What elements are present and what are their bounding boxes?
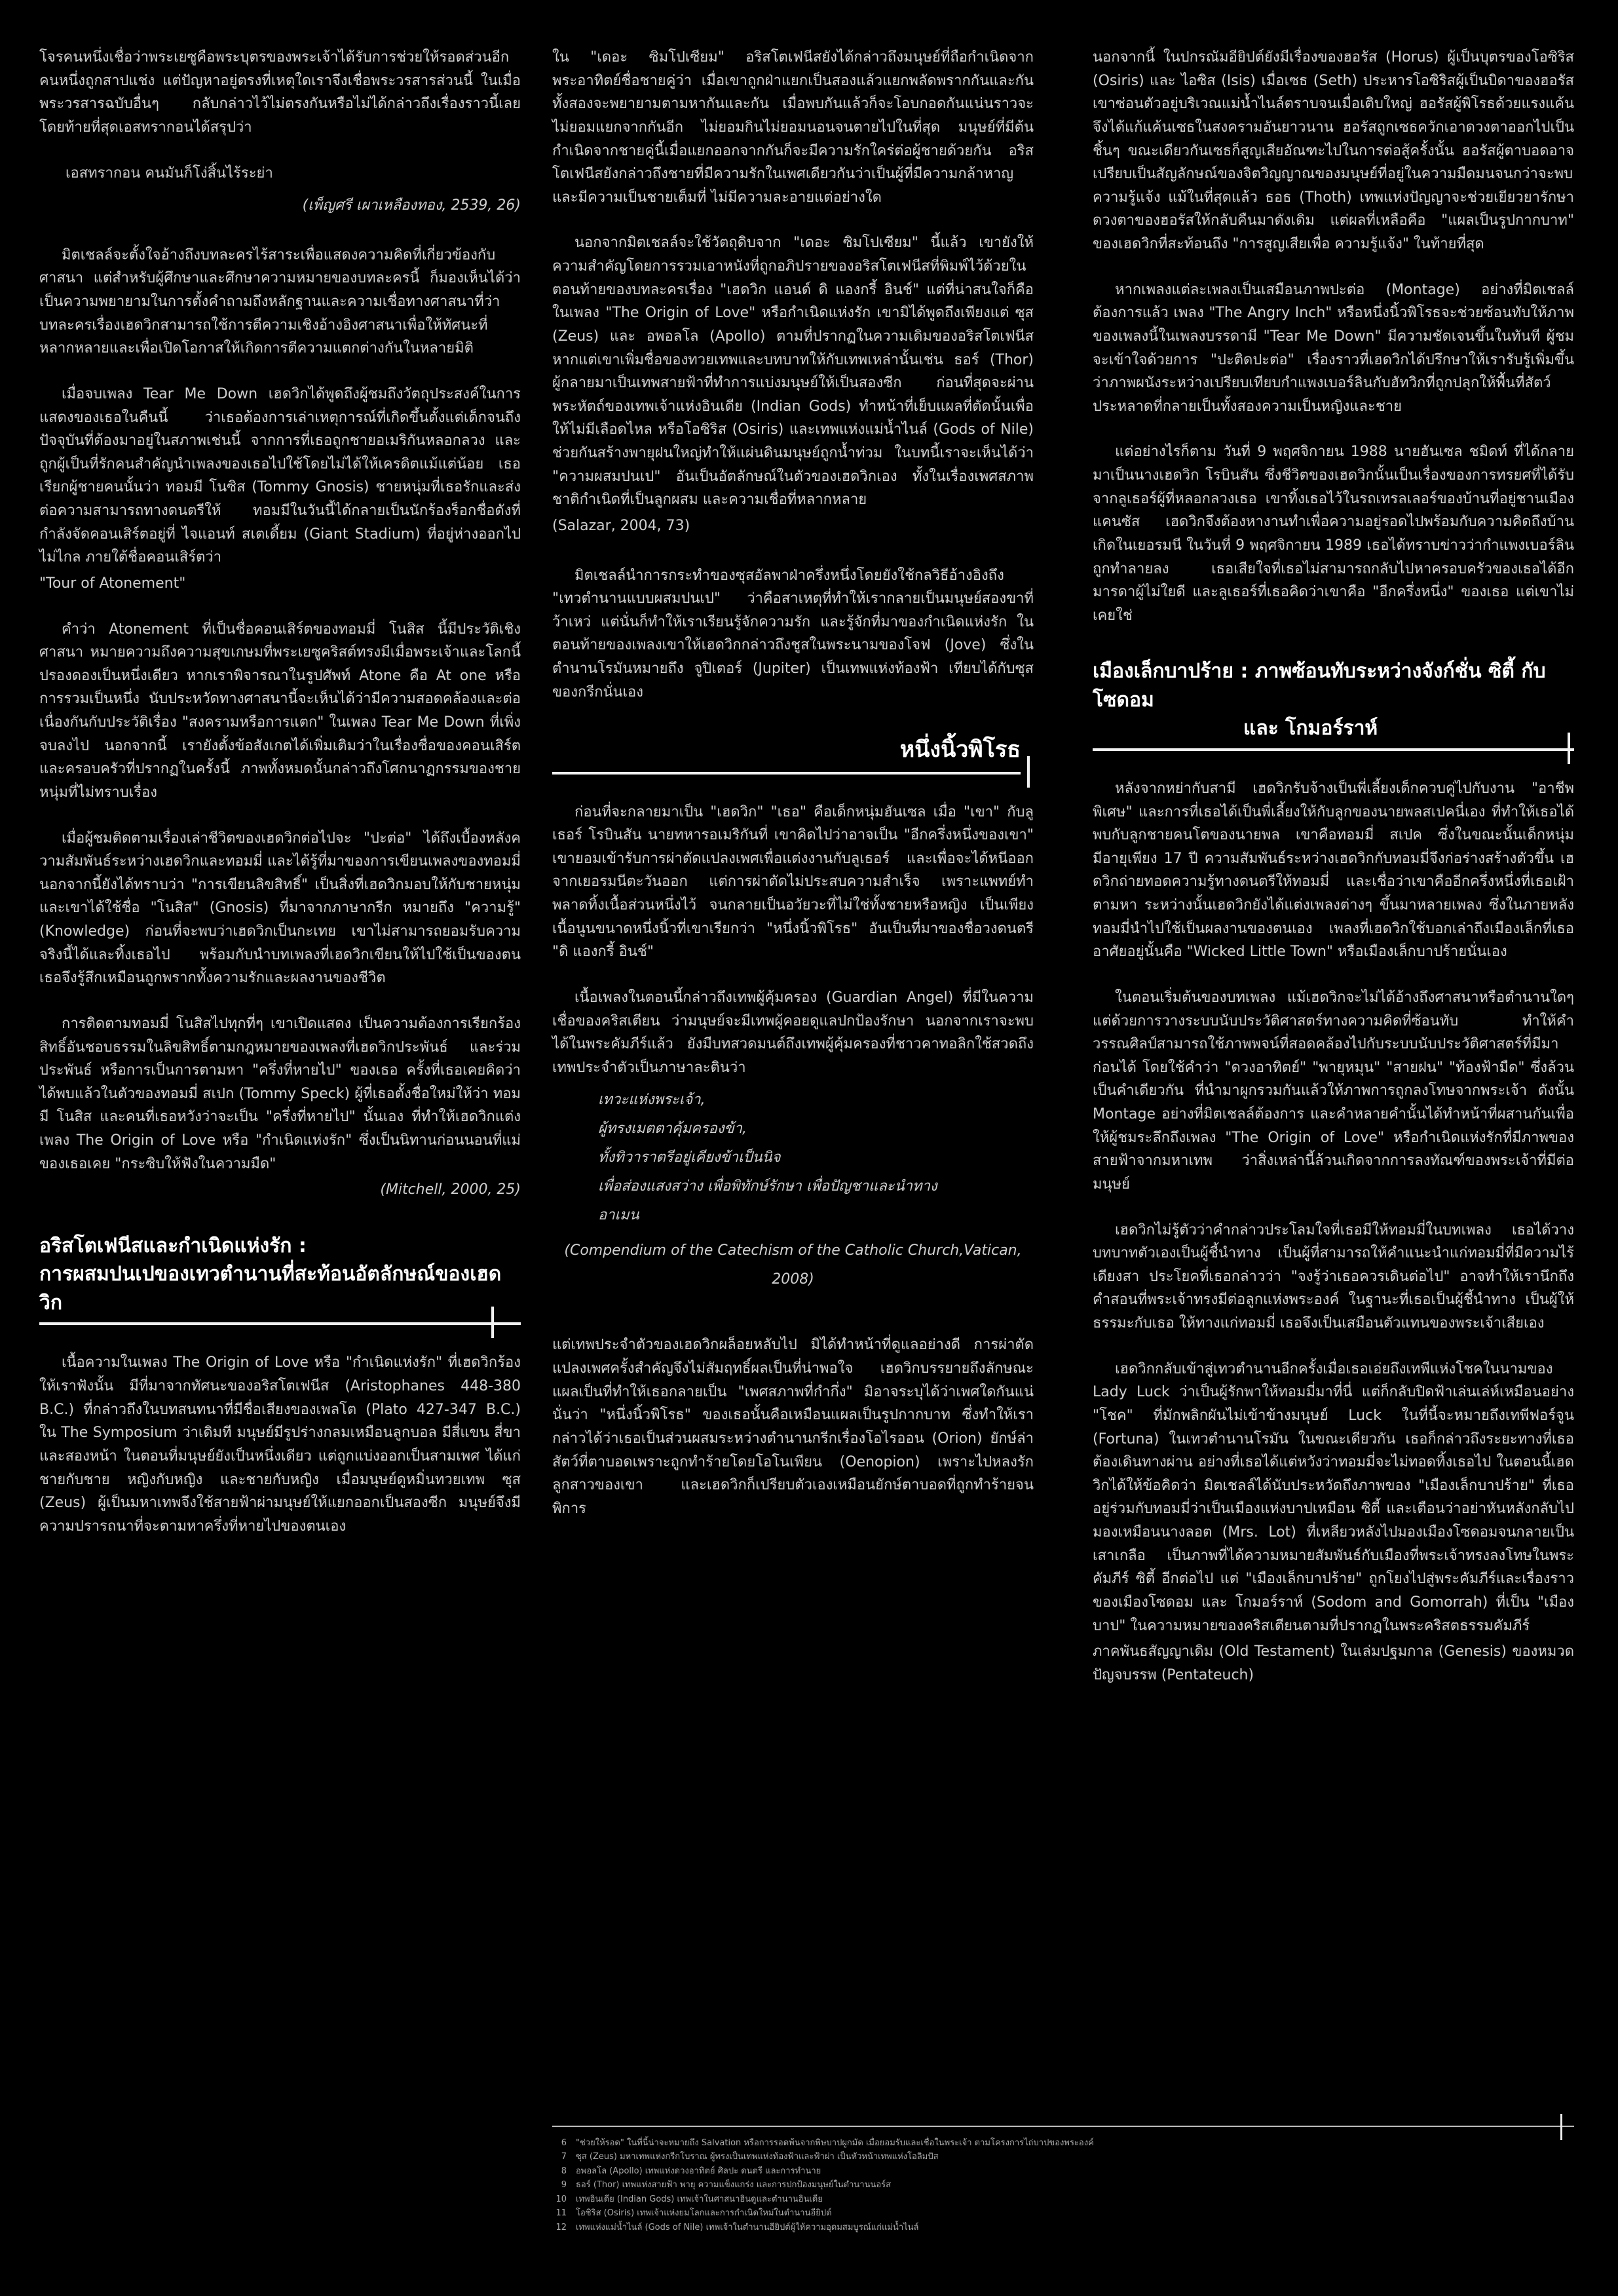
paragraph: นอกจากมิตเชลล์จะใช้วัตถุดิบจาก "เดอะ ซิมโปเซียม" นี้แล้ว เขายังให้ความสำคัญโดยการรวมเอาหนังที่ถูกอภิปรายของอริสโตเฟนีสที่พิมพ์ไว้ด้วยในตอนท้ายของบทละครเรื่อง "เฮดวิก แอนด์ ดิ แองกรี้ อินช์" แต่ที่น่าสนใจก็คือ ในเพลง "The Origin of Love" หรือกำเนิดแห่งรัก เขามิได้พูดถึงเพียงแต่ ซุส (Zeus) และ อพอลโล (Apollo) ตามที่ปรากฏในความเดิมของอริสโตเฟนีส หากแต่เขาเพิ่มชื่อของทวยเทพและบทบาทให้กับเทพเหล่านั้นเช่น ธอร์ (Thor) ผู้กลายมาเป็นเทพสายฟ้าที่ทำการแบ่งมนุษย์ให้เป็นสองซีก ก่อนที่สุดจะผ่านพระหัตถ์ของเทพเจ้าแห่งอินเดีย (Indian Gods) ทำหน้าที่เย็บแผลที่ตัดนั้นเพื่อให้ไม่มีเลือดไหล หรือโอซิริส (Osiris) และเทพแห่งแม่น้ำไนล์ (Gods of Nile) ช่วยกันสร้างพายุฝนใหญ่ทำให้แผ่นดินมนุษย์ถูกน้ำท่วม ในบทนี้เราจะเห็นได้ว่า "ความผสมปนเป" อันเป็นอัตลักษณ์ในตัวของเฮดวิกเอง ทั้งในเรื่องเพศสภาพ ชาติกำเนิดที่เป็นลูกผสม และความเชื่อที่หลากหลาย bbox=[552, 235, 1034, 508]
section-heading bbox=[1093, 657, 1574, 751]
citation: (Compendium of the Catechism of the Catholic Church,Vatican, 2008) bbox=[564, 1242, 1022, 1288]
paragraph: หากเพลงแต่ละเพลงเป็นเสมือนภาพปะต่อ (Montage) อย่างที่มิตเชลล์ต้องการแล้ว เพลง "The Angry Inch" หรือหนึ่งนิ้วพิโรธจะช่วยซ้อนทับให้ภาพของเพลงนี้ในเพลงบรรดามี "Tear Me Down" มีความชัดเจนขึ้นในทันที ผู้ชมจะเข้าใจด้วยการ "ปะติดปะต่อ" เรื่องราวที่เฮดวิกได้ปรึกษาให้เรารับรู้เพิ่มขึ้น ว่าภาพผนังระหว่างเปรียบเทียบกำแพงเบอร์ลินกับฮัทวิกที่ถูกปลุกให้พื้นที่สัตว์ประหลาดที่กลายเป็นทั้งสองความเป็นหญิงและชาย bbox=[1093, 281, 1574, 415]
footnote bbox=[552, 2150, 1574, 2164]
paragraph: ภาคพันธสัญญาเดิม (Old Testament) ในเล่มปฐมกาล (Genesis) ของหมวดปัญจบรรพ (Pentateuch) bbox=[1093, 1643, 1574, 1683]
heading-line: การผสมปนเปของเทวตำนานที่สะท้อนอัตลักษณ์ของเฮดวิก bbox=[39, 1263, 502, 1314]
footnote-text: เทพแห่งแม่น้ำไนล์ (Gods of Nile) เทพเจ้าในตำนานอียิปต์ผู้ให้ความอุดมสมบูรณ์แก่แม่น้ำไนล์ bbox=[576, 2222, 919, 2232]
paragraph: ใน "เดอะ ซิมโปเซียม" อริสโตเฟนีสยังได้กล่าวถึงมนุษย์ที่ถือกำเนิดจากพระอาทิตย์ชื่อชายคู่ว่า เมื่อเขาถูกฝ่าแยกเป็นสองแล้วแยกพลัดพรากกันและกัน ทั้งสองจะพยายามตามหากันและกัน เมื่อพบกันแล้วก็จะโอบกอดกันแน่นราวจะไม่ยอมแยกจากกันอีก ไม่ยอมกินไม่ยอมนอนจนตายไปในที่สุด มนุษย์ที่มีต้นกำเนิดจากชายคู่นี้เมื่อแยกออกจากกันก็จะมีความรักใคร่ต่อผู้ชายด้วยกัน อริสโตเฟนีสยังกล่าวถึงชายที่มีความรักในเพศเดียวกันว่าเป็นผู้ที่มีความกล้าหาญ และมีความเป็นชายเต็มที่ ไม่มีความละอายแต่อย่างใด bbox=[552, 49, 1034, 206]
footnote-number: 6 bbox=[561, 2138, 567, 2148]
column-2 bbox=[552, 46, 1034, 1542]
footnote bbox=[552, 2221, 1574, 2234]
footnote-text: ธอร์ (Thor) เทพแห่งสายฟ้า พายุ ความแข็งแกร่ง และการปกป้องมนุษย์ในตำนานนอร์ส bbox=[576, 2180, 892, 2191]
quote-line: เทวะแห่งพระเจ้า, bbox=[598, 1092, 706, 1109]
quote: เอสทรากอน คนมันก็โง่สิ้นไร้ระย่า bbox=[66, 164, 273, 182]
paragraph: นอกจากนี้ ในปกรณัมอียิปต์ยังมีเรื่องของฮอรัส (Horus) ผู้เป็นบุตรของโอซิริส (Osiris) และ ไอซิส (Isis) เมื่อเซธ (Seth) ประหารโอซิริสผู้เป็นบิดาของฮอรัส เขาซ่อนตัวอยู่บริเวณแม่น้ำไนล์ตราบจนเมื่อเติบใหญ่ ฮอรัสผู้พิโรธด้วยแรงแค้นจึงได้แก้แค้นเซธในสงครามอันยาวนาน ฮอรัสถูกเซธควักเอาดวงตาออกไปเป็นชิ้นๆ ขณะเดียวกันเซธก็สูญเสียอัณฑะไปในการต่อสู้ครั้งนั้น ฮอรัสผู้ตาบอดอาจเปรียบเป็นสัญลักษณ์ของจิตวิญญาณของมนุษย์ที่อยู่ในความมืดมนจนกว่าจะพบความรู้แจ้ง แม้ในที่สุดแล้ว ธอธ (Thoth) เทพแห่งปัญญาจะช่วยเยียวยารักษาดวงตาของฮอรัสให้กลับคืนมาดังเดิม แต่ผลที่เหลือคือ "แผลเป็นรูปกากบาท" ของเฮดวิกที่สะท้อนถึง "การสูญเสียเพื่อ ความรู้แจ้ง" ในท้ายที่สุด bbox=[1093, 49, 1574, 252]
paragraph: แต่อย่างไรก็ตาม วันที่ 9 พฤศจิกายน 1988 นายฮันเซล ชมิดท์ ที่ได้กลายมาเป็นนางเฮดวิก โรบินสัน ซึ่งชีวิตของเฮดวิกนั้นเป็นเรื่องของการทรยศที่ได้รับจากลูเธอร์ผู้ที่หลอกลวงเธอ เขาทิ้งเธอไว้ในรถเทรลเลอร์ของบ้านที่อยู่ชานเมืองแคนซัส เฮดวิกจึงต้องหางานทำเพื่อความอยู่รอดไปพร้อมกับความคิดถึงบ้านเกิดในเยอรมนี ในวันที่ 9 พฤศจิกายน 1989 เธอได้ทราบข่าวว่ากำแพงเบอร์ลินถูกทำลายลง เธอเสียใจที่เธอไม่สามารถกลับไปหาครอบครัวของเธอได้อีก มารดาผู้ไม่ใยดี และลูเธอร์ที่เธอคิดว่าเขาคือ "อีกครึ่งหนึ่ง" ของเธอ แต่เขาไม่เคยใช่ bbox=[1093, 444, 1574, 624]
footnote-number: 9 bbox=[561, 2180, 567, 2191]
heading-rule bbox=[1093, 748, 1574, 751]
paragraph: เฮดวิกกลับเข้าสู่เทวตำนานอีกครั้งเมื่อเธอเอ่ยถึงเทพีแห่งโชคในนามของ Lady Luck ว่าเป็นผู้รักพาให้ทอมมี่มาที่นี่ แต่ก็กลับปิดฟ้าเล่นเล่ห์เหมือนอย่าง "โชค" ที่มักพลิกผันไม่เข้าข้างมนุษย์ Luck ในที่นี้จะหมายถึงเทพีฟอร์จูน (Fortuna) ในเทวตำนานโรมัน ในขณะเดียวกัน เธอก็กล่าวถึงระยะทางที่เธอต้องเดินทางผ่าน อย่างที่เธอได้แต่หวังว่าทอมมี่จะไม่ทอดทิ้งเธอไป ในตอนนี้เฮดวิกได้ให้ข้อคิดว่า มิตเชลล์ได้นับประหวัดถึงภาพของ "เมืองเล็กบาปร้าย" ที่เธออยู่ร่วมกับทอมมี่ว่าเป็นเมืองแห่งบาปเหมือน ซิตี้ และเตือนว่าอย่าหันหลังกลับไปมองเหมือนนางลอต (Mrs. Lot) ที่เหลียวหลังไปมองเมืองโซดอมจนกลายเป็นเสาเกลือ เป็นภาพที่ได้ความหมายสัมพันธ์กับเมืองที่พระเจ้าทรงลงโทษในพระคัมภีร์ ซิตี้ อีกต่อไป แต่ "เมืองเล็กบาปร้าย" ถูกโยงไปสู่พระคัมภีร์และเรื่องราวของเมืองโซดอม และ โกมอร์ราห์ (Sodom and Gomorrah) ที่เป็น "เมืองบาป" ในความหมายของคริสเตียนตามที่ปรากฏในพระคริสตธรรมคัมภีร์ bbox=[1093, 1360, 1574, 1634]
quote-line: ทั้งทิวาราตรีอยู่เคียงข้าเป็นนิจ bbox=[598, 1149, 781, 1166]
heading-line: และ โกมอร์ราห์ bbox=[1243, 717, 1378, 740]
footnote bbox=[552, 2178, 1574, 2192]
paragraph: เมื่อจบเพลง Tear Me Down เฮดวิกได้พูดถึงผู้ชมถึงวัตถุประสงค์ในการแสดงของเธอในคืนนี้ ว่าเธอต้องการเล่าเหตุการณ์ที่เกิดขึ้นตั้งแต่เด็กจนถึงปัจจุบันที่ต้องมาอยู่ในสภาพเช่นนี้ จากการที่เธอถูกชายอเมริกันหลอกลวง และถูกผู้เป็นที่รักคนสำคัญนำเพลงของเธอไปใช้โดยไม่ได้ให้เครดิตแม้แต่น้อย เธอเรียกผู้ชายคนนั้นว่า ทอมมี โนซิส (Tommy Gnosis) ชายหนุ่มที่เธอรักและส่งต่อความสามารถทางดนตรีให้ ทอมมีในวันนี้ได้กลายเป็นนักร้องร็อกชื่อดังที่กำลังจัดคอนเสิร์ตอยู่ที่ ไจแอนท์ สเตเดี้ยม (Giant Stadium) ที่อยู่ห่างออกไปไม่ไกล ภายใต้ชื่อคอนเสิร์ตว่า bbox=[39, 385, 521, 566]
heading-line: เมืองเล็กบาปร้าย : ภาพซ้อนทับระหว่างจังก์ชั่น ซิตี้ กับ โซดอม bbox=[1093, 660, 1546, 712]
paragraph: เฮดวิกไม่รู้ตัวว่าคำกล่าวประโลมใจที่เธอมีให้ทอมมี่ในบทเพลง เธอได้วางบทบาทตัวเองเป็นผู้ชี้นำทาง เป็นผู้ที่สามารถให้คำแนะนำแก่ทอมมี่ที่มีความไร้เดียงสา ประโยคที่เธอกล่าวว่า "จงรู้ว่าเธอควรเดินต่อไป" อาจทำให้เรานึกถึงคำสอนที่พระเจ้าทรงมีต่อลูกแห่งพระองค์ ในฐานะที่เธอเป็นผู้ชี้นำทาง เป็นผู้ให้ธรรมะกับเธอ ให้ทางแก่ทอมมี่ เธอจึงเป็นเสมือนตัวแทนของพระเจ้าเสียเอง bbox=[1093, 1221, 1574, 1331]
paragraph: การติดตามทอมมี่ โนสิสไปทุกที่ๆ เขาเปิดแสดง เป็นความต้องการเรียกร้องสิทธิ์อันชอบธรรมในลิขสิทธิ์ตามกฎหมายของเพลงที่เฮดวิกประพันธ์ และร่วมประพันธ์ หรือการเป็นการตามหา "ครึ่งที่หายไป" ของเธอ ครั้งที่เธอเคยคิดว่าได้พบแล้วในตัวของทอมมี่ สเปก (Tommy Speck) ผู้ที่เธอตั้งชื่อใหม่ให้ว่า ทอมมี โนสิส และคนที่เธอหวังว่าจะเป็น "ครึ่งที่หายไป" นั้นเอง ที่ทำให้เฮดวิกแต่งเพลง The Origin of Love หรือ "กำเนิดแห่งรัก" ซึ่งเป็นนิทานก่อนนอนที่แม่ของเธอเคย "กระซิบให้ฟังในความมืด" bbox=[39, 1015, 521, 1172]
paragraph: ในตอนเริ่มต้นของบทเพลง แม้เฮดวิกจะไม่ได้อ้างถึงศาสนาหรือตำนานใดๆ แต่ด้วยการวางระบบนับประวัติศาสตร์ทางความคิดที่ซ้อนทับ ทำให้คำวรรณศิลป์สามารถใช้ภาพพจน์ที่สอดคล้องไปกับระบบนับประวัติศาสตร์ที่มีมาก่อนได้ โดยใช้คำว่า "ดวงอาทิตย์" "พายุหมุน" "สายฝน" "ท้องฟ้ามืด" ซึ่งล้วนเป็นคำเดียวกัน ที่นำมาผูกรวมกันแล้วให้ภาพการถูกลงโทษจากพระเจ้า ดังนั้น Montage อย่างที่มิตเชลล์ต้องการ และคำหลายคำนั้นได้ทำหน้าที่ผสานกันเพื่อให้ผู้ชมระลึกถึงเพลง "The Origin of Love" หรือกำเนิดแห่งรักที่มีภาพของสายฟ้าจากมหาเทพ ว่าสิ่งเหล่านี้ล้วนเกิดจากการลงทัณฑ์ของพระเจ้าที่มีต่อมนุษย์ bbox=[1093, 989, 1574, 1193]
paragraph: เมื่อผู้ชมติดตามเรื่องเล่าชีวิตของเฮดวิกต่อไปจะ "ปะต่อ" ได้ถึงเบื้องหลังความสัมพันธ์ระหว่างเฮดวิกและทอมมี่ และได้รู้ที่มาของการเขียนเพลงของทอมมี่ นอกจากนี้ยังได้ทราบว่า "การเขียนลิขสิทธิ์" เป็นสิ่งที่เฮดวิกมอบให้กับชายหนุ่ม และเขาได้ใช้ชื่อ "โนสิส" (Gnosis) ที่มาจากภาษากรีก หมายถึง "ความรู้" (Knowledge) ก่อนที่จะพบว่าเฮดวิกเป็นกะเทย เขาไม่สามารถยอมรับความจริงนี้ได้และทิ้งเธอไป พร้อมกับนำบทเพลงที่เฮดวิกเขียนให้ไปใช้เป็นของตน เธอจึงรู้สึกเหมือนถูกพรากทั้งความรักและผลงานของชีวิต bbox=[39, 830, 521, 987]
citation: (เพ็ญศรี เผาเหลืองทอง, 2539, 26) bbox=[302, 197, 521, 214]
paragraph: คำว่า Atonement ที่เป็นชื่อคอนเสิร์ตของทอมมี่ โนสิส นี้มีประวัติเชิงศาสนา หมายความถึงความสุขเกษมที่พระเยซูคริสต์ทรงมีเมื่อพระเจ้าและโลกนี้ปรองดองเป็นหนึ่งเดียว หากเราพิจารณาในรูปศัพท์ Atone คือ At one หรือการรวมเป็นหนึ่ง นับประหวัดทางศาสนานี้จะเห็นได้ว่ามีความสอดคล้องและต่อเนื่องกันกับประวัติเรื่อง "สงครามหรือการแตก" ในเพลง Tear Me Down ที่เพิ่งจบลงไป นอกจากนี้ เรายังตั้งข้อสังเกตได้เพิ่มเติมว่าในเรื่องชื่อของคอนเสิร์ตและครอบครัวที่ปรากฏในครั้งนี้ ภาพทั้งหมดนั้นกล่าวถึงโศกนาฏกรรมของชายหนุ่มที่ไม่ทราบเรื่อง bbox=[39, 621, 521, 801]
paragraph: เนื้อความในเพลง The Origin of Love หรือ "กำเนิดแห่งรัก" ที่เฮดวิกร้องให้เราฟังนั้น มีที่มาจากทัศนะของอริสโตเฟนีส (Aristophanes 448-380 B.C.) ที่กล่าวถึงในบทสนทนาที่มีชื่อเสียงของเพลโต (Plato 427-347 B.C.) ใน The Symposium ว่าเดิมที มนุษย์มีรูปร่างกลมเหมือนลูกบอล มีสี่แขน สี่ขา และสองหน้า ในตอนที่มนุษย์ยังเป็นหนึ่งเดียว แต่ถูกแบ่งออกเป็นสามเพศ ได้แก่ ชายกับชาย หญิงกับหญิง และชายกับหญิง เมื่อมนุษย์ดูหมิ่นทวยเทพ ซุส (Zeus) ผู้เป็นมหาเทพจึงใช้สายฟ้าผ่ามนุษย์ให้แยกออกเป็นสองซีก มนุษย์จึงมีความปรารถนาที่จะตามหาครึ่งที่หายไปของตนเอง bbox=[39, 1354, 521, 1535]
footnote bbox=[552, 2206, 1574, 2220]
footnote-number: 11 bbox=[555, 2208, 567, 2219]
paragraph: เนื้อเพลงในตอนนี้กล่าวถึงเทพผู้คุ้มครอง (Guardian Angel) ที่มีในความเชื่อของคริสเตียน ว่ามนุษย์จะมีเทพผู้คอยดูแลปกป้องรักษา นอกจากเราจะพบได้ในพระคัมภีร์แล้ว ยังมีบทสวดมนต์ถึงเทพผู้คุ้มครองที่ชาวคาทอลิกใช้สวดถึงเทพประจำตัวเป็นภาษาละตินว่า bbox=[552, 989, 1034, 1076]
heading-line: อริสโตเฟนีสและกำเนิดแห่งรัก : bbox=[39, 1234, 307, 1257]
quote-line: เพื่อส่องแสงสว่าง เพื่อพิทักษ์รักษา เพื่อปัญชาและนำทาง bbox=[598, 1178, 937, 1195]
paragraph: โจรคนหนึ่งเชื่อว่าพระเยซูคือพระบุตรของพระเจ้าได้รับการช่วยให้รอดส่วนอีกคนหนึ่งถูกสาปแช่ง แต่ปัญหาอยู่ตรงที่เหตุใดเราจึงเชื่อพระวรสารส่วนนี้ ในเมื่อพระวรสารฉบับอื่นๆ กลับกล่าวไว้ไม่ตรงกันหรือไม่ได้กล่าวถึงเรื่องราวนี้เลย โดยท้ายที่สุดเอสทรากอนได้สรุปว่า bbox=[39, 49, 521, 136]
footnote-text: โอซิริส (Osiris) เทพเจ้าแห่งยมโลกและการกำเนิดใหม่ในตำนานอียิปต์ bbox=[576, 2208, 832, 2219]
paragraph: ก่อนที่จะกลายมาเป็น "เฮดวิก" "เธอ" คือเด็กหนุ่มฮันเซล เมื่อ "เขา" กับลูเธอร์ โรบินสัน นายทหารอเมริกันที่ เขาคิดไปว่าอาจเป็น "อีกครึ่งหนึ่งของเขา" เขายอมเข้ารับการผ่าตัดแปลงเพศเพื่อแต่งงานกับลูเธอร์ และเพื่อจะได้หนีออกจากเยอรมนีตะวันออก แต่การผ่าตัดไม่ประสบความสำเร็จ เพราะแพทย์ทำพลาดทิ้งเนื้อส่วนหนึ่งไว้ จนกลายเป็นอวัยวะที่ไม่ใช่ทั้งชายหรือหญิง เป็นเพียงเนื้อนูนขนาดหนึ่งนิ้วที่เขาเรียกว่า "หนึ่งนิ้วพิโรธ" อันเป็นที่มาของชื่อวงดนตรี "ดิ แองกรี้ อินช์" bbox=[552, 803, 1034, 961]
paragraph: มิตเชลล์นำการกระทำของซุสอัลพาฝ่าครึ่งหนึ่งโดยยังใช้กลวิธีอ้างอิงถึง "เทวตำนานแบบผสมปนเป" ว่าคือสาเหตุที่ทำให้เรากลายเป็นมนุษย์สองขาที่ว้าเหว่ แต่นั่นก็ทำให้เราเรียนรู้จักความรัก และรู้จักที่มาของกำเนิดแห่งรัก ในตอนท้ายของเพลงเขาให้เฮดวิกกล่าวถึงชูสในพระนามของโจฟ (Jove) ซึ่งในตำนานโรมันหมายถึง จูปิเตอร์ (Jupiter) เป็นเทพแห่งท้องฟ้า เทียบได้กับซุสของกรีกนั่นเอง bbox=[552, 567, 1034, 700]
section-heading bbox=[39, 1232, 521, 1326]
footnote-text: อพอลโล (Apollo) เทพแห่งดวงอาทิตย์ ศิลปะ ดนตรี และการทำนาย bbox=[576, 2166, 821, 2176]
heading-text: หนึ่งนิ้วพิโรธ bbox=[899, 737, 1021, 763]
footnote bbox=[552, 2164, 1574, 2178]
footnote-text: "ช่วยให้รอด" ในที่นี้น่าจะหมายถึง Salvation หรือการรอดพ้นจากพิษบาปผูกมัด เมื่อยอมรับและเชื่อในพระเจ้า ตามโครงการไถ่บาปของพระองค์ bbox=[576, 2138, 1094, 2148]
footnote-number: 10 bbox=[555, 2194, 567, 2204]
column-3 bbox=[1093, 46, 1574, 1709]
footnote-number: 7 bbox=[561, 2152, 567, 2162]
prayer-quote bbox=[564, 1086, 1034, 1294]
footnote-number: 8 bbox=[561, 2166, 567, 2176]
footnote-text: เทพอินเดีย (Indian Gods) เทพเจ้าในศาสนาฮินดูและตำนานอินเดีย bbox=[576, 2194, 823, 2204]
quote-line: อาเมน bbox=[598, 1207, 639, 1224]
footnote-rule bbox=[552, 2126, 1574, 2127]
footnote-text: ซุส (Zeus) มหาเทพแห่งกรีกโบราณ ผู้ทรงเป็นเทพแห่งท้องฟ้าและฟ้าผ่า เป็นหัวหน้าเทพแห่งโอลิมปัส bbox=[576, 2152, 939, 2162]
section-heading bbox=[552, 734, 1034, 774]
footnote-number: 12 bbox=[555, 2222, 567, 2232]
footnote bbox=[552, 2136, 1574, 2150]
paragraph: มิตเชลล์จะตั้งใจอ้างถึงบทละครไร้สาระเพื่อแสดงความคิดที่เกี่ยวข้องกับศาสนา แต่สำหรับผู้ศึกษาและศึกษาความหมายของบทละครนี้ ก็มองเห็นได้ว่าเป็นความพยายามในการตั้งคำถามถึงหลักฐานและความเชื่อทางศาสนาที่ว่า บทละครเรื่องเฮดวิกสามารถใช้การตีความเชิงอ้างอิงศาสนาเพื่อให้ทัศนะที่หลากหลายและเพื่อเปิดโอกาสให้เกิดการตีความแตกต่างกันในหลายมิติ bbox=[39, 246, 521, 357]
footnotes bbox=[552, 2136, 1574, 2234]
paragraph: แต่เทพประจำตัวของเฮดวิกผล็อยหลับไป มิได้ทำหน้าที่ดูแลอย่างดี การผ่าตัดแปลงเพศครั้งสำคัญจึงไม่สัมฤทธิ์ผลเป็นที่น่าพอใจ เฮดวิกบรรยายถึงลักษณะแผลเป็นที่ทำให้เธอกลายเป็น "เพศสภาพที่กำกึ่ง" มิอาจระบุได้ว่าเพศใดกันแน่นั่นว่า "หนึ่งนิ้วพิโรธ" ของเธอนั้นคือเหมือนแผลเป็นรูปกากบาท ซึ่งทำให้เรากล่าวได้ว่าเธอเป็นส่วนผสมระหว่างตำนานกรีกเรื่องโอไรออน (Orion) ยักษ์ล่าสัตว์ที่ตาบอดเพราะถูกทำร้ายโดยโอโนเพียน (Oenopion) เพราะไปหลงรักลูกสาวของเขา และเฮดวิกก็เปรียบตัวเองเหมือนยักษ์ตาบอดที่ถูกทำร้ายจนพิการ bbox=[552, 1337, 1034, 1517]
citation: (Salazar, 2004, 73) bbox=[552, 517, 690, 534]
heading-rule bbox=[39, 1322, 521, 1325]
footnote bbox=[552, 2192, 1574, 2206]
column-1 bbox=[39, 46, 521, 1560]
tour-name: "Tour of Atonement" bbox=[39, 575, 186, 592]
quote-line: ผู้ทรงเมตตาคุ้มครองข้า, bbox=[598, 1120, 747, 1138]
paragraph: หลังจากหย่ากับสามี เฮดวิกรับจ้างเป็นพี่เลี้ยงเด็กควบคู่ไปกับงาน "อาชีพพิเศษ" และการที่เธอได้เป็นพี่เลี้ยงให้กับลูกของนายพลสเปคนี่เอง ที่ทำให้เธอได้พบกับลูกชายคนโตของนายพล เขาคือทอมมี่ สเปค ซึ่งในขณะนั้นเด็กหนุ่มมีอายุเพียง 17 ปี ความสัมพันธ์ระหว่างเฮดวิกกับทอมมี่จึงก่อร่างสร้างตัวขึ้น เฮดวิกถ่ายทอดความรู้ทางดนตรีให้ทอมมี่ และเชื่อว่าเขาคืออีกครึ่งหนึ่งที่เธอเฝ้าตามหา ระหว่างนั้นเฮดวิกยังได้แต่งเพลงต่างๆ ขึ้นมาหลายเพลง ซึ่งในภายหลังทอมมี่นำไปใช้เป็นผลงานของตนเอง เพลงที่เฮดวิกใช้บอกเล่าถึงเมืองเล็กที่เธออาศัยอยู่นั้นคือ "Wicked Little Town" หรือเมืองเล็กบาปร้ายนั่นเอง bbox=[1093, 780, 1574, 961]
citation: (Mitchell, 2000, 25) bbox=[380, 1181, 521, 1198]
heading-rule bbox=[552, 772, 1021, 775]
